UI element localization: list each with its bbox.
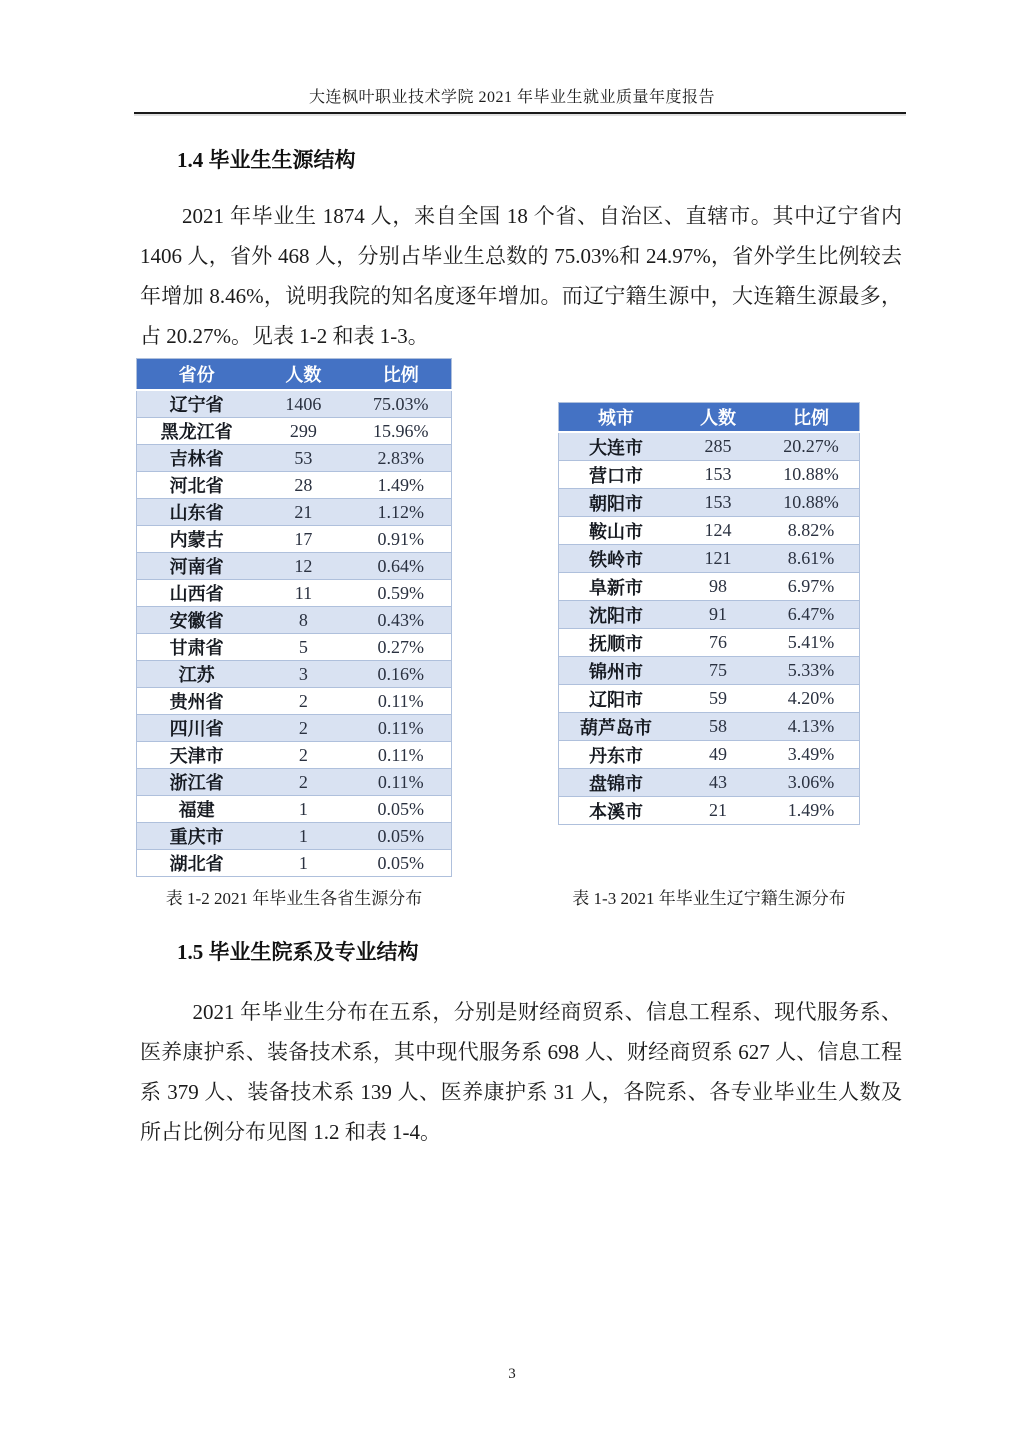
table-cell: 8.61% [763,545,860,573]
table-row [559,489,860,517]
table-cell: 1.12% [351,499,452,526]
table-cell: 盘锦市 [559,769,674,797]
table-cell: 1 [256,796,350,823]
header-divider [134,112,906,114]
table-cell: 6.97% [763,573,860,601]
table-cell: 江苏 [137,661,257,688]
table-cell: 2 [256,715,350,742]
column-header: 城市 [559,403,674,433]
table-cell: 59 [673,685,763,713]
table-cell: 5.33% [763,657,860,685]
table-cell: 营口市 [559,461,674,489]
table-cell: 河北省 [137,472,257,499]
table-cell: 21 [256,499,350,526]
table-row [137,742,452,769]
table-cell: 5.41% [763,629,860,657]
table-row [137,472,452,499]
table-cell: 0.11% [351,715,452,742]
table-cell: 75.03% [351,390,452,418]
table-row [559,741,860,769]
table-cell: 丹东市 [559,741,674,769]
table-cell: 大连市 [559,432,674,461]
table-cell: 0.27% [351,634,452,661]
table-cell: 锦州市 [559,657,674,685]
province-table [136,358,452,877]
table-cell: 0.11% [351,769,452,796]
table-row [137,526,452,553]
table-cell: 20.27% [763,432,860,461]
table-cell: 葫芦岛市 [559,713,674,741]
table-cell: 49 [673,741,763,769]
table-row [137,850,452,877]
table-cell: 10.88% [763,489,860,517]
table-row [559,685,860,713]
page-number: 3 [508,1366,516,1382]
table-cell: 0.16% [351,661,452,688]
table-cell: 黑龙江省 [137,418,257,445]
table-cell: 湖北省 [137,850,257,877]
table-cell: 10.88% [763,461,860,489]
table-cell: 153 [673,461,763,489]
table-cell: 121 [673,545,763,573]
table-cell: 0.43% [351,607,452,634]
table-row [137,769,452,796]
table-cell: 本溪市 [559,797,674,825]
table-cell: 0.05% [351,796,452,823]
running-header-title: 大连枫叶职业技术学院 2021 年毕业生就业质量年度报告 [308,89,715,106]
table-cell: 辽宁省 [137,390,257,418]
table-cell: 山东省 [137,499,257,526]
table-cell: 抚顺市 [559,629,674,657]
table-cell: 76 [673,629,763,657]
table-row [559,432,860,461]
city-table [558,402,860,825]
table-cell: 河南省 [137,553,257,580]
table-row [137,715,452,742]
table-cell: 0.05% [351,850,452,877]
table-cell: 2 [256,742,350,769]
paragraph-department-structure: 2021 年毕业生分布在五系，分别是财经商贸系、信息工程系、现代服务系、医养康护系、装备技术系，其中现代服务系 698 人、财经商贸系 627 人、信息工程系 379 人、装备技术系 139 人、医养康护系 31 人，各院系、各专业毕业生人数及所占比例分布见图 1.2 和表 1-4。 [140,1000,902,1144]
table-row [137,553,452,580]
table-row [137,796,452,823]
table-row [137,580,452,607]
table-row [137,499,452,526]
table-row [137,823,452,850]
column-header: 省份 [137,359,257,391]
table-cell: 1 [256,850,350,877]
table-cell: 17 [256,526,350,553]
table-cell: 12 [256,553,350,580]
table-cell: 吉林省 [137,445,257,472]
table-cell: 1.49% [763,797,860,825]
table-row [137,634,452,661]
section-heading-1-4: 1.4 毕业生生源结构 [177,148,356,172]
table-cell: 1.49% [351,472,452,499]
table-cell: 沈阳市 [559,601,674,629]
table-cell: 43 [673,769,763,797]
table-cell: 299 [256,418,350,445]
table-cell: 6.47% [763,601,860,629]
column-header: 比例 [351,359,452,391]
column-header: 人数 [256,359,350,391]
table-row [137,418,452,445]
province-table-caption: 表 1-2 2021 年毕业生各省生源分布 [165,889,423,908]
table-cell: 153 [673,489,763,517]
table-row [559,629,860,657]
column-header: 人数 [673,403,763,433]
column-header: 比例 [763,403,860,433]
table-cell: 甘肃省 [137,634,257,661]
table-cell: 重庆市 [137,823,257,850]
table-cell: 5 [256,634,350,661]
table-cell: 75 [673,657,763,685]
table-cell: 福建 [137,796,257,823]
table-cell: 8.82% [763,517,860,545]
table-row [559,517,860,545]
table-row [559,769,860,797]
table-cell: 3 [256,661,350,688]
table-cell: 3.06% [763,769,860,797]
table-cell: 1 [256,823,350,850]
table-row [137,688,452,715]
table-cell: 0.11% [351,742,452,769]
section-heading-1-5: 1.5 毕业生院系及专业结构 [177,940,419,964]
table-row [137,661,452,688]
table-cell: 四川省 [137,715,257,742]
table-cell: 0.64% [351,553,452,580]
table-cell: 阜新市 [559,573,674,601]
table-cell: 辽阳市 [559,685,674,713]
table-cell: 98 [673,573,763,601]
table-cell: 4.13% [763,713,860,741]
table-cell: 4.20% [763,685,860,713]
table-cell: 15.96% [351,418,452,445]
table-cell: 天津市 [137,742,257,769]
table-cell: 124 [673,517,763,545]
table-cell: 0.11% [351,688,452,715]
table-cell: 58 [673,713,763,741]
table-row [559,601,860,629]
table-header-row [559,403,860,433]
table-cell: 53 [256,445,350,472]
table-cell: 鞍山市 [559,517,674,545]
table-cell: 山西省 [137,580,257,607]
table-row [559,461,860,489]
table-cell: 21 [673,797,763,825]
table-cell: 贵州省 [137,688,257,715]
table-cell: 浙江省 [137,769,257,796]
table-cell: 0.59% [351,580,452,607]
table-cell: 2 [256,688,350,715]
table-cell: 28 [256,472,350,499]
table-cell: 1406 [256,390,350,418]
table-cell: 2.83% [351,445,452,472]
table-cell: 安徽省 [137,607,257,634]
table-row [137,607,452,634]
table-cell: 8 [256,607,350,634]
table-cell: 2 [256,769,350,796]
table-row [559,657,860,685]
city-table-caption: 表 1-3 2021 年毕业生辽宁籍生源分布 [572,889,846,908]
table-row [137,390,452,418]
table-cell: 91 [673,601,763,629]
table-cell: 铁岭市 [559,545,674,573]
table-header-row [137,359,452,391]
table-cell: 0.05% [351,823,452,850]
table-row [559,573,860,601]
paragraph-source-structure: 2021 年毕业生 1874 人，来自全国 18 个省、自治区、直辖市。其中辽宁省内 1406 人，省外 468 人，分别占毕业生总数的 75.03%和 24.97%，省外学生比例较去年增加 8.46%，说明我院的知名度逐年增加。而辽宁籍生源中，大连籍生源最多，占 20.27%。见表 1-2 和表 1-3。 [140,204,902,348]
table-row [559,713,860,741]
table-cell: 0.91% [351,526,452,553]
table-cell: 朝阳市 [559,489,674,517]
table-row [559,797,860,825]
table-cell: 内蒙古 [137,526,257,553]
table-cell: 11 [256,580,350,607]
table-cell: 3.49% [763,741,860,769]
table-row [559,545,860,573]
table-row [137,445,452,472]
table-cell: 285 [673,432,763,461]
